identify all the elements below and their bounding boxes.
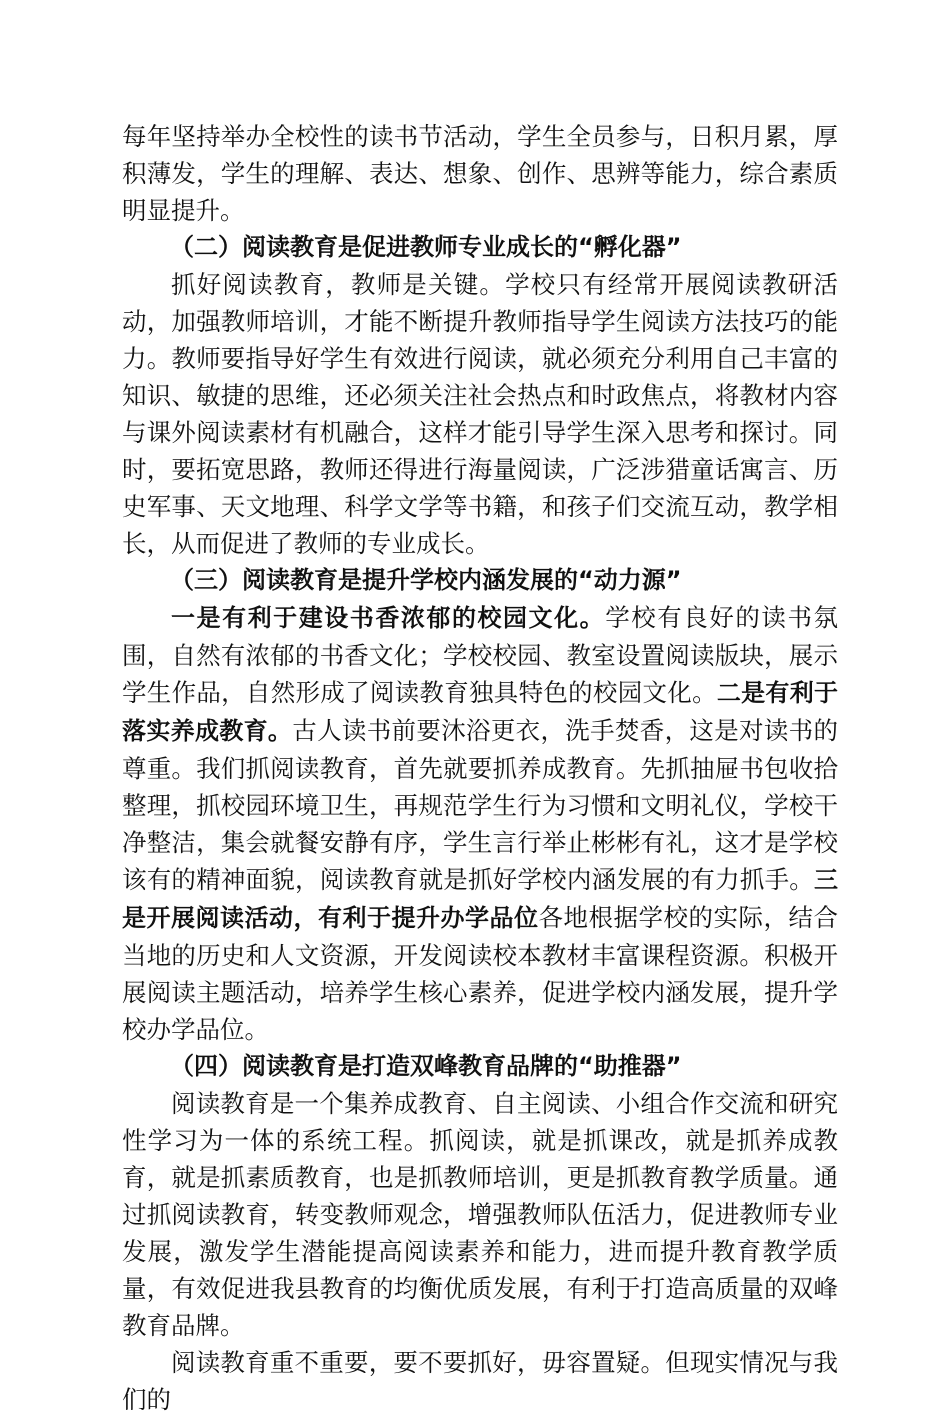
section-4-paragraph: 阅读教育是一个集养成教育、自主阅读、小组合作交流和研究性学习为一体的系统工程。抓阅读，就是抓课改，就是抓养成教育，就是抓素质教育，也是抓教师培训，更是抓教育教学质量。通过抓阅读教育，转变教师观念，增强教师队伍活力，促进教师专业发展，激发学生潜能提高阅读素养和能力，进而提升教育教学质量，有效促进我县教育的均衡优质发展，有利于打造高质量的双峰教育品牌。 — [122, 1089, 838, 1340]
section-3-heading: （三）阅读教育是提升学校内涵发展的“动力源” — [170, 566, 682, 594]
section-2-paragraph: 抓好阅读教育，教师是关键。学校只有经常开展阅读教研活动，加强教师培训，才能不断提升教师指导学生阅读方法技巧的能力。教师要指导好学生有效进行阅读，就必须充分利用自己丰富的知识、敏捷的思维，还必须关注社会热点和时政焦点，将教材内容与课外阅读素材有机融合，这样才能引导学生深入思考和探讨。同时，要拓宽思路，教师还得进行海量阅读，广泛涉猎童话寓言、历史军事、天文地理、科学文学等书籍，和孩子们交流互动，教学相长，从而促进了教师的专业成长。 — [122, 270, 838, 558]
closing-paragraph: 阅读教育重不重要，要不要抓好，毋容置疑。但现实情况与我们的 — [122, 1348, 838, 1414]
point-2-text: 古人读书前要沐浴更衣，洗手焚香，这是对读书的尊重。我们抓阅读教育，首先就要抓养成教育。先抓抽屉书包收拾整理，抓校园环境卫生，再规范学生行为习惯和文明礼仪，学校干净整洁，集会就餐安静有序，学生言行举止彬彬有礼，这才是学校该有的精神面貌，阅读教育就是抓好学校内涵发展的有力抓手。 — [122, 716, 838, 894]
continuation-paragraph: 每年坚持举办全校性的读书节活动，学生全员参与，日积月累，厚积薄发，学生的理解、表达、想象、创作、思辨等能力，综合素质明显提升。 — [122, 122, 838, 225]
document-body — [122, 118, 838, 1418]
section-4-heading: （四）阅读教育是打造双峰教育品牌的“助推器” — [170, 1052, 682, 1080]
point-3-lead: 三是开展阅读活动，有利于提升办学品位 — [122, 866, 838, 932]
point-1-text: 学校有良好的读书氛围，自然有浓郁的书香文化；学校校园、教室设置阅读版块，展示学生作品，自然形成了阅读教育独具特色的校园文化。 — [122, 603, 839, 707]
point-1-lead: 一是有利于建设书香浓郁的校园文化。 — [171, 604, 606, 632]
point-3-text: 各地根据学校的实际，结合当地的历史和人文资源，开发阅读校本教材丰富课程资源。积极开展阅读主题活动，培养学生核心素养，促进学校内涵发展，提升学校办学品位。 — [122, 903, 838, 1044]
section-2-heading: （二）阅读教育是促进教师专业成长的“孵化器” — [170, 233, 682, 261]
point-2-lead: 二是有利于落实养成教育。 — [122, 679, 839, 745]
section-3-paragraph — [122, 599, 838, 1048]
